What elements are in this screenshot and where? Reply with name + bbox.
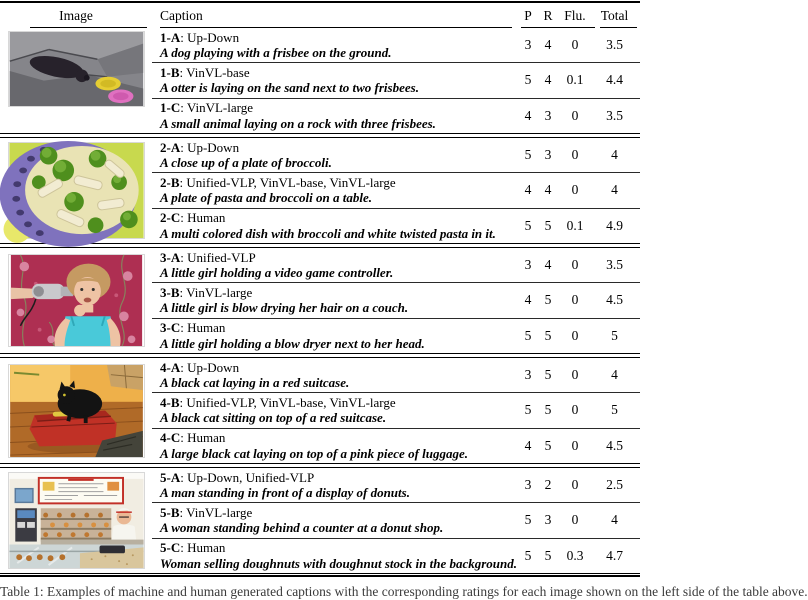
score-flu: 0 — [571, 327, 579, 343]
caption-id: 4-C — [160, 430, 181, 446]
column-header-flu: Flu. — [564, 7, 586, 23]
image-cell-1 — [0, 28, 152, 133]
caption-id: 3-C — [160, 320, 181, 336]
score-p: 5 — [524, 547, 532, 563]
score-flu: 0 — [571, 477, 579, 493]
table-row — [152, 538, 640, 573]
caption-text: A small animal laying on a rock with three frisbees. — [160, 115, 436, 131]
score-total: 3.5 — [606, 257, 623, 273]
caption-model-line — [160, 395, 518, 411]
score-flu: 0 — [571, 182, 579, 198]
table-row — [152, 138, 640, 172]
photo-donut-shop — [8, 472, 145, 569]
score-total: 4.5 — [606, 437, 623, 453]
caption-models: : Up-Down — [180, 29, 240, 45]
caption-model-line — [160, 320, 518, 336]
caption-model-line — [160, 140, 518, 156]
caption-id: 4-A — [160, 359, 181, 375]
table-row — [152, 28, 640, 62]
score-p: 5 — [524, 72, 532, 88]
score-total: 4.4 — [606, 72, 623, 88]
header-rule-total — [600, 27, 637, 28]
caption-id: 1-A — [160, 29, 181, 45]
caption-text: A black cat sitting on top of a red suitcase. — [160, 410, 387, 426]
table-row — [152, 502, 640, 537]
score-p: 4 — [524, 292, 532, 308]
score-p: 5 — [524, 512, 532, 528]
column-header-total: Total — [600, 7, 629, 23]
caption-rows-3 — [152, 248, 640, 353]
score-flu: 0 — [571, 512, 579, 528]
caption-model-line — [160, 430, 518, 446]
score-flu: 0 — [571, 147, 579, 163]
score-p: 4 — [524, 437, 532, 453]
header-rule-caption — [160, 27, 512, 28]
table-row — [152, 468, 640, 502]
header-rule-p-r-flu — [521, 27, 595, 28]
photo-otter-with-frisbees — [8, 31, 145, 107]
caption-text: A dog playing with a frisbee on the ground. — [160, 45, 392, 61]
score-total: 4.9 — [606, 217, 623, 233]
image-cell-3 — [0, 248, 152, 353]
caption-model-line — [160, 505, 518, 521]
score-flu: 0 — [571, 367, 579, 383]
caption-model-line — [160, 250, 518, 266]
image-cell-2 — [0, 138, 152, 243]
score-r: 5 — [544, 327, 552, 343]
table-row — [152, 62, 640, 97]
caption-model-line — [160, 360, 518, 376]
score-flu: 0.3 — [566, 547, 584, 563]
caption-id: 5-C — [160, 540, 181, 556]
caption-id: 5-A — [160, 469, 181, 485]
caption-rows-5 — [152, 468, 640, 573]
caption-model-line — [160, 210, 518, 226]
score-flu: 0 — [571, 37, 579, 53]
image-cell-5 — [0, 468, 152, 573]
caption-models: : Up-Down, Unified-VLP — [180, 469, 315, 485]
caption-models: : VinVL-large — [179, 284, 253, 300]
caption-models: : Human — [180, 540, 226, 556]
column-header-image: Image — [59, 7, 93, 23]
caption-id: 2-C — [160, 210, 181, 226]
caption-text: A man standing in front of a display of donuts. — [160, 485, 410, 501]
caption-id: 2-B — [160, 174, 180, 190]
caption-id: 5-B — [160, 504, 180, 520]
caption-text: Woman selling doughnuts with doughnut stock in the background. — [160, 555, 518, 571]
score-r: 4 — [544, 257, 552, 273]
caption-text: A little girl holding a video game controller. — [160, 265, 394, 281]
caption-text: A little girl holding a blow dryer next to her head. — [160, 335, 425, 351]
image-cell-4 — [0, 358, 152, 463]
score-p: 4 — [524, 182, 532, 198]
score-r: 3 — [544, 107, 552, 123]
table-row — [152, 318, 640, 353]
caption-id: 1-C — [160, 100, 181, 116]
score-p: 3 — [524, 37, 532, 53]
score-p: 4 — [524, 107, 532, 123]
score-p: 3 — [524, 257, 532, 273]
caption-text: A plate of pasta and broccoli on a table. — [160, 190, 372, 206]
caption-text: A close up of a plate of broccoli. — [160, 155, 332, 171]
score-p: 5 — [524, 217, 532, 233]
table-block-1 — [0, 28, 640, 133]
score-r: 5 — [544, 217, 552, 233]
column-header-caption: Caption — [160, 7, 203, 23]
table-row — [152, 172, 640, 207]
table-row — [152, 98, 640, 133]
table-row — [152, 428, 640, 463]
caption-text: A black cat laying in a red suitcase. — [160, 375, 350, 391]
table-row — [152, 208, 640, 243]
score-r: 5 — [544, 437, 552, 453]
score-total: 3.5 — [606, 107, 623, 123]
caption-rows-1 — [152, 28, 640, 133]
score-r: 5 — [544, 367, 552, 383]
score-total: 4 — [611, 147, 618, 163]
caption-id: 4-B — [160, 394, 180, 410]
table-header-row — [0, 3, 640, 28]
score-r: 3 — [544, 512, 552, 528]
score-total: 4 — [611, 182, 618, 198]
table-caption-text: Table 1: Examples of machine and human generated captions with the corresponding ratings for each image shown on the left side of the table above. — [0, 584, 808, 599]
caption-models: : Unified-VLP, VinVL-base, VinVL-large — [179, 174, 396, 190]
caption-text: A otter is laying on the sand next to two frisbees. — [160, 80, 419, 96]
score-total: 2.5 — [606, 477, 623, 493]
score-p: 5 — [524, 402, 532, 418]
score-flu: 0 — [571, 257, 579, 273]
score-flu: 0 — [571, 107, 579, 123]
score-p: 3 — [524, 477, 532, 493]
table-row — [152, 392, 640, 427]
score-p: 5 — [524, 327, 532, 343]
table-caption-clipped — [0, 584, 808, 599]
column-header-r: R — [543, 7, 553, 23]
caption-models: : Unified-VLP — [180, 249, 256, 265]
caption-id: 1-B — [160, 64, 180, 80]
score-total: 4.7 — [606, 547, 623, 563]
caption-text: A large black cat laying on top of a pink piece of luggage. — [160, 445, 469, 461]
score-p: 5 — [524, 147, 532, 163]
caption-models: : VinVL-large — [179, 504, 253, 520]
caption-text: A woman standing behind a counter at a donut shop. — [160, 520, 444, 536]
table-block-2 — [0, 138, 640, 243]
score-r: 4 — [544, 72, 552, 88]
caption-rows-4 — [152, 358, 640, 463]
table-row — [152, 282, 640, 317]
score-total: 3.5 — [606, 37, 623, 53]
score-r: 4 — [544, 182, 552, 198]
caption-model-line — [160, 540, 518, 556]
caption-text: A multi colored dish with broccoli and white twisted pasta in it. — [160, 225, 496, 241]
score-r: 2 — [544, 477, 552, 493]
table-row — [152, 358, 640, 392]
caption-model-line — [160, 175, 518, 191]
score-r: 4 — [544, 37, 552, 53]
score-p: 3 — [524, 367, 532, 383]
table-block-3 — [0, 248, 640, 353]
caption-model-line — [160, 285, 518, 301]
table-row — [152, 248, 640, 282]
score-flu: 0 — [571, 437, 579, 453]
caption-id: 3-B — [160, 284, 180, 300]
photo-girl-blow-dryer — [8, 254, 145, 347]
caption-text: A little girl is blow drying her hair on a couch. — [160, 300, 409, 316]
score-total: 5 — [611, 402, 618, 418]
score-r: 5 — [544, 292, 552, 308]
caption-id: 3-A — [160, 249, 181, 265]
caption-models: : Human — [180, 210, 226, 226]
score-r: 3 — [544, 147, 552, 163]
paper-table-figure — [0, 1, 808, 599]
score-r: 5 — [544, 402, 552, 418]
header-rule-image — [30, 27, 147, 28]
score-total: 5 — [611, 327, 618, 343]
column-header-p: P — [524, 7, 532, 23]
caption-models: : Human — [180, 430, 226, 446]
caption-models: : Up-Down — [180, 139, 240, 155]
table-block-4 — [0, 358, 640, 463]
caption-model-line — [160, 470, 518, 486]
score-total: 4 — [611, 367, 618, 383]
score-total: 4.5 — [606, 292, 623, 308]
table-bottom-rule-thick — [0, 575, 640, 577]
caption-models: : Up-Down — [180, 359, 240, 375]
score-flu: 0 — [571, 402, 579, 418]
caption-model-line — [160, 30, 518, 46]
table-block-5 — [0, 468, 640, 573]
score-flu: 0.1 — [566, 217, 584, 233]
caption-id: 2-A — [160, 139, 181, 155]
score-total: 4 — [611, 512, 618, 528]
caption-models: : Unified-VLP, VinVL-base, VinVL-large — [179, 394, 396, 410]
caption-models: : VinVL-base — [179, 64, 250, 80]
caption-model-line — [160, 65, 518, 81]
score-flu: 0.1 — [566, 72, 584, 88]
photo-pasta-broccoli-plate — [8, 142, 145, 239]
score-r: 5 — [544, 547, 552, 563]
caption-model-line — [160, 100, 518, 116]
caption-models: : VinVL-large — [180, 100, 253, 116]
caption-models: : Human — [180, 320, 226, 336]
score-flu: 0 — [571, 292, 579, 308]
photo-cat-on-suitcase — [8, 364, 145, 458]
caption-rows-2 — [152, 138, 640, 243]
